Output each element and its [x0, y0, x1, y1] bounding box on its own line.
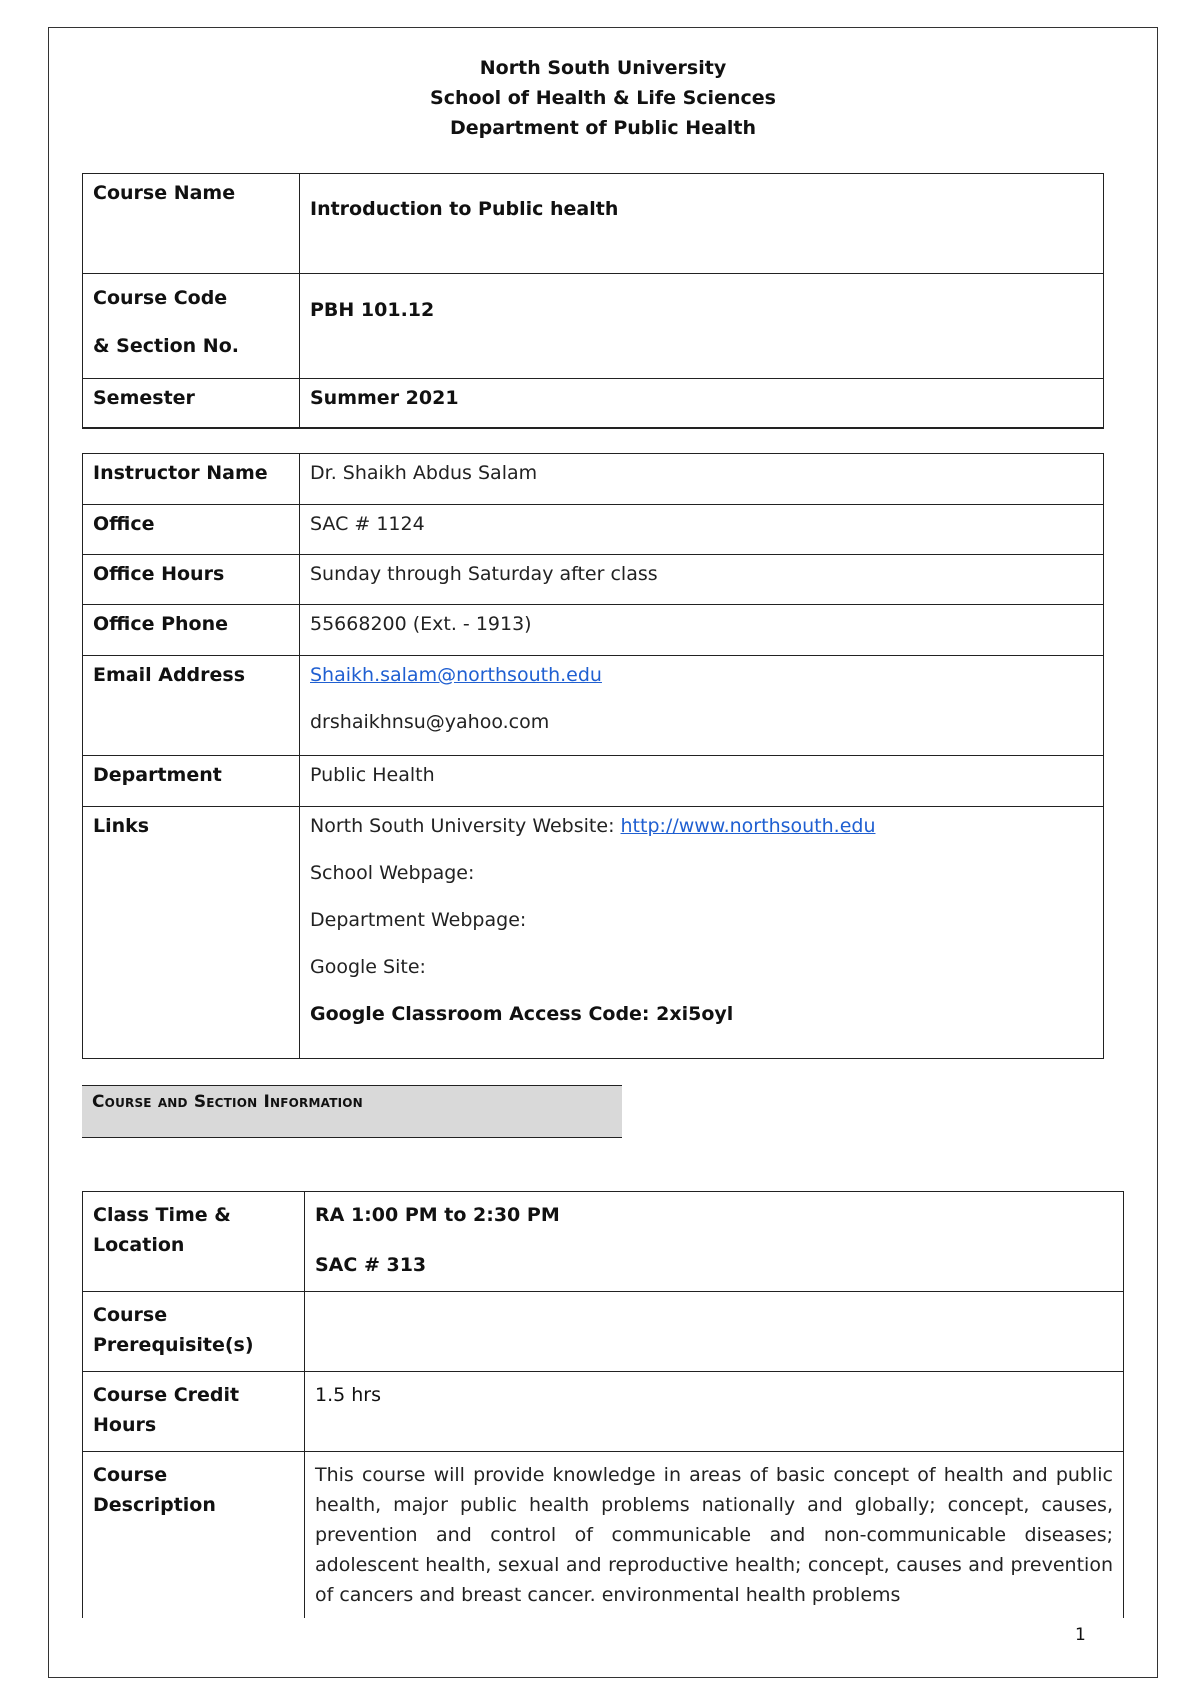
google-site: Google Site: [310, 956, 426, 978]
university-website-prefix: North South University Website: [310, 815, 621, 837]
course-name-label: Course Name [83, 174, 300, 274]
course-description-label: Course Description [83, 1452, 305, 1619]
semester-value: Summer 2021 [300, 379, 1104, 428]
section-heading: Course and Section Information [82, 1085, 622, 1138]
table-row [83, 274, 1104, 379]
class-time-label: Class Time & Location [83, 1192, 305, 1292]
university-website-link[interactable]: http://www.northsouth.edu [620, 815, 876, 837]
office-phone-value: 55668200 (Ext. - 1913) [300, 605, 1104, 656]
course-code-label-line1: Course Code [93, 287, 228, 309]
school-name: School of Health & Life Sciences [430, 87, 776, 109]
department-value: Public Health [300, 756, 1104, 807]
class-time: RA 1:00 PM to 2:30 PM [315, 1204, 560, 1226]
table-row [83, 1192, 1124, 1292]
prerequisite-value [305, 1292, 1124, 1372]
links-values [300, 807, 1104, 1059]
class-time-values [305, 1192, 1124, 1292]
course-info-table [82, 173, 1104, 429]
course-description-value: This course will provide knowledge in areas of basic concept of health and public health, major public health problems nationally and globally; concept, causes, prevention and control of communicable and non-communicable diseases; adolescent health, sexual and reproductive health; concept, causes and prevention of cancers and breast cancer. environmental health problems [305, 1452, 1124, 1619]
semester-label: Semester [83, 379, 300, 428]
department-webpage: Department Webpage: [310, 909, 527, 931]
instructor-table [82, 453, 1104, 1059]
table-row [83, 1292, 1124, 1372]
office-value: SAC # 1124 [300, 505, 1104, 555]
department-name: Department of Public Health [449, 117, 757, 139]
course-code-label-line2: & Section No. [93, 335, 239, 357]
table-row [83, 656, 1104, 756]
credit-hours-value: 1.5 hrs [305, 1372, 1124, 1452]
office-hours-label: Office Hours [83, 555, 300, 605]
instructor-name-value: Dr. Shaikh Abdus Salam [300, 454, 1104, 505]
table-row [83, 174, 1104, 274]
course-code-value: PBH 101.12 [300, 274, 1104, 379]
links-label: Links [83, 807, 300, 1059]
primary-email-link[interactable]: Shaikh.salam@northsouth.edu [310, 664, 602, 686]
office-label: Office [83, 505, 300, 555]
section-info-table [82, 1191, 1124, 1618]
page-number: 1 [1075, 1625, 1086, 1645]
table-row [83, 807, 1104, 1059]
table-row [83, 1452, 1124, 1619]
email-label: Email Address [83, 656, 300, 756]
course-code-label [83, 274, 300, 379]
email-values [300, 656, 1104, 756]
office-phone-label: Office Phone [83, 605, 300, 656]
table-row [83, 605, 1104, 656]
table-row [83, 1372, 1124, 1452]
course-name-value: Introduction to Public health [300, 174, 1104, 274]
class-room: SAC # 313 [315, 1254, 427, 1276]
department-label: Department [83, 756, 300, 807]
table-row [83, 454, 1104, 505]
document-header [48, 53, 1158, 143]
university-website-line [310, 815, 1093, 837]
university-name: North South University [479, 57, 727, 79]
table-row [83, 505, 1104, 555]
instructor-name-label: Instructor Name [83, 454, 300, 505]
table-row [83, 756, 1104, 807]
school-webpage: School Webpage: [310, 862, 475, 884]
table-row [83, 555, 1104, 605]
table-row [83, 379, 1104, 428]
office-hours-value: Sunday through Saturday after class [300, 555, 1104, 605]
prerequisite-label: Course Prerequisite(s) [83, 1292, 305, 1372]
secondary-email: drshaikhnsu@yahoo.com [310, 711, 550, 733]
google-classroom-code: Google Classroom Access Code: 2xi5oyl [310, 1003, 734, 1025]
credit-hours-label: Course Credit Hours [83, 1372, 305, 1452]
